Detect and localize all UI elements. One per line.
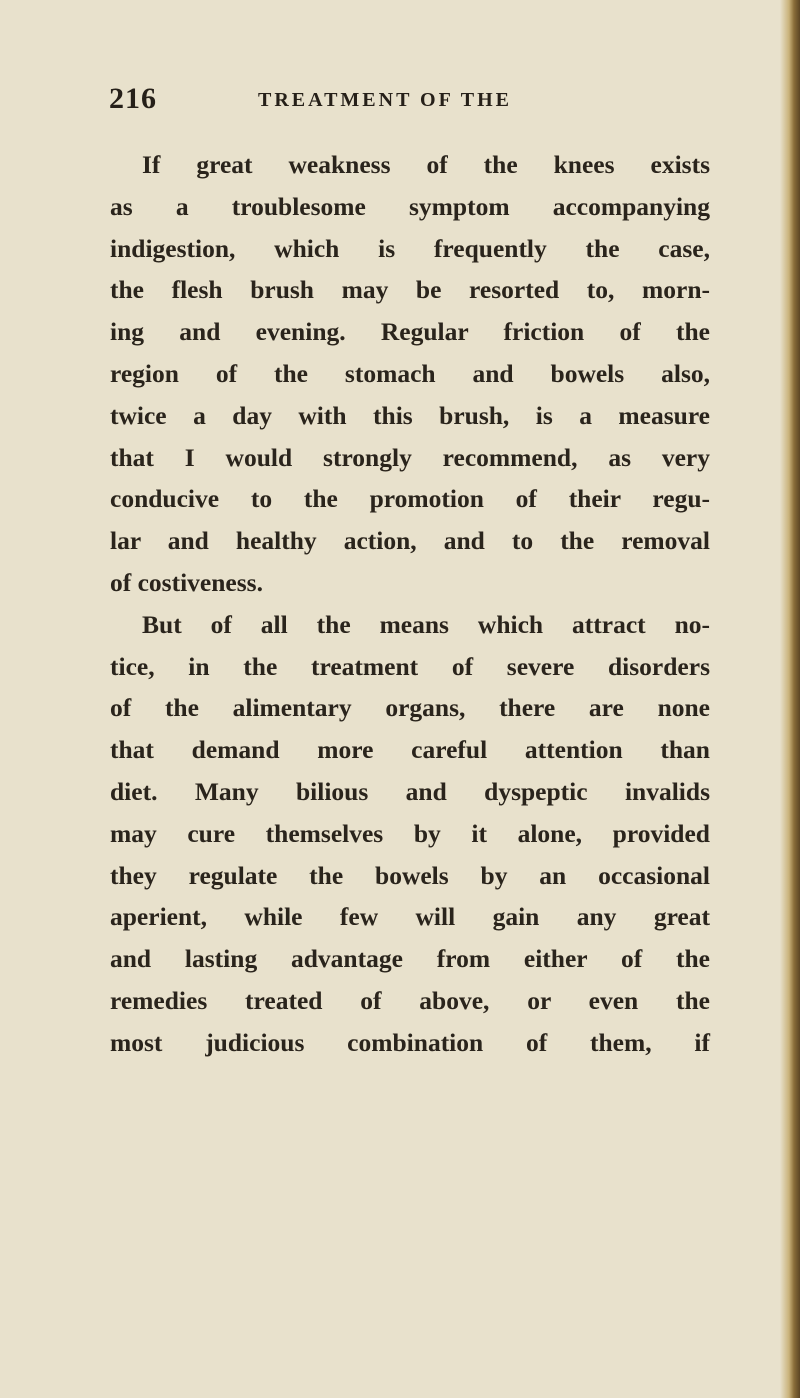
text-line: twice a day with this brush, is a measure [110,400,710,430]
text-line: If great weakness of the knees exists [142,150,710,179]
text-line: diet. Many bilious and dyspeptic invalids [110,776,710,806]
text-line: as a troublesome symptom accompanying [110,191,710,221]
text-line: conducive to the promotion of their regu- [110,484,710,514]
text-line: remedies treated of above, or even the [110,985,710,1015]
text-line: ing and evening. Regular friction of the [110,317,710,347]
text-line: aperient, while few will gain any great [110,902,710,932]
page-header [0,82,800,122]
text-line: indigestion, which is frequently the case, [110,233,710,263]
paragraph [110,604,710,1064]
text-line: and lasting advantage from either of the [110,944,710,974]
text-line: tice, in the treatment of severe disorders [110,651,710,681]
text-line: they regulate the bowels by an occasional [110,860,710,890]
text-line: that demand more careful attention than [110,735,710,765]
page-number: 216 [109,82,157,115]
text-line: lar and healthy action, and to the removal [110,526,710,556]
page-edge [780,0,800,1398]
text-line: the flesh brush may be resorted to, morn- [110,275,710,305]
body-text [110,144,710,1064]
text-line: most judicious combination of them, if [110,1027,710,1057]
running-title: TREATMENT OF THE [258,89,512,111]
paragraph [110,144,710,604]
text-line: may cure themselves by it alone, provided [110,818,710,848]
text-line: of costiveness. [110,567,263,597]
text-line: But of all the means which attract no- [142,609,710,639]
text-line: that I would strongly recommend, as very [110,442,710,472]
text-line: of the alimentary organs, there are none [110,693,710,723]
text-line: region of the stomach and bowels also, [110,358,710,388]
